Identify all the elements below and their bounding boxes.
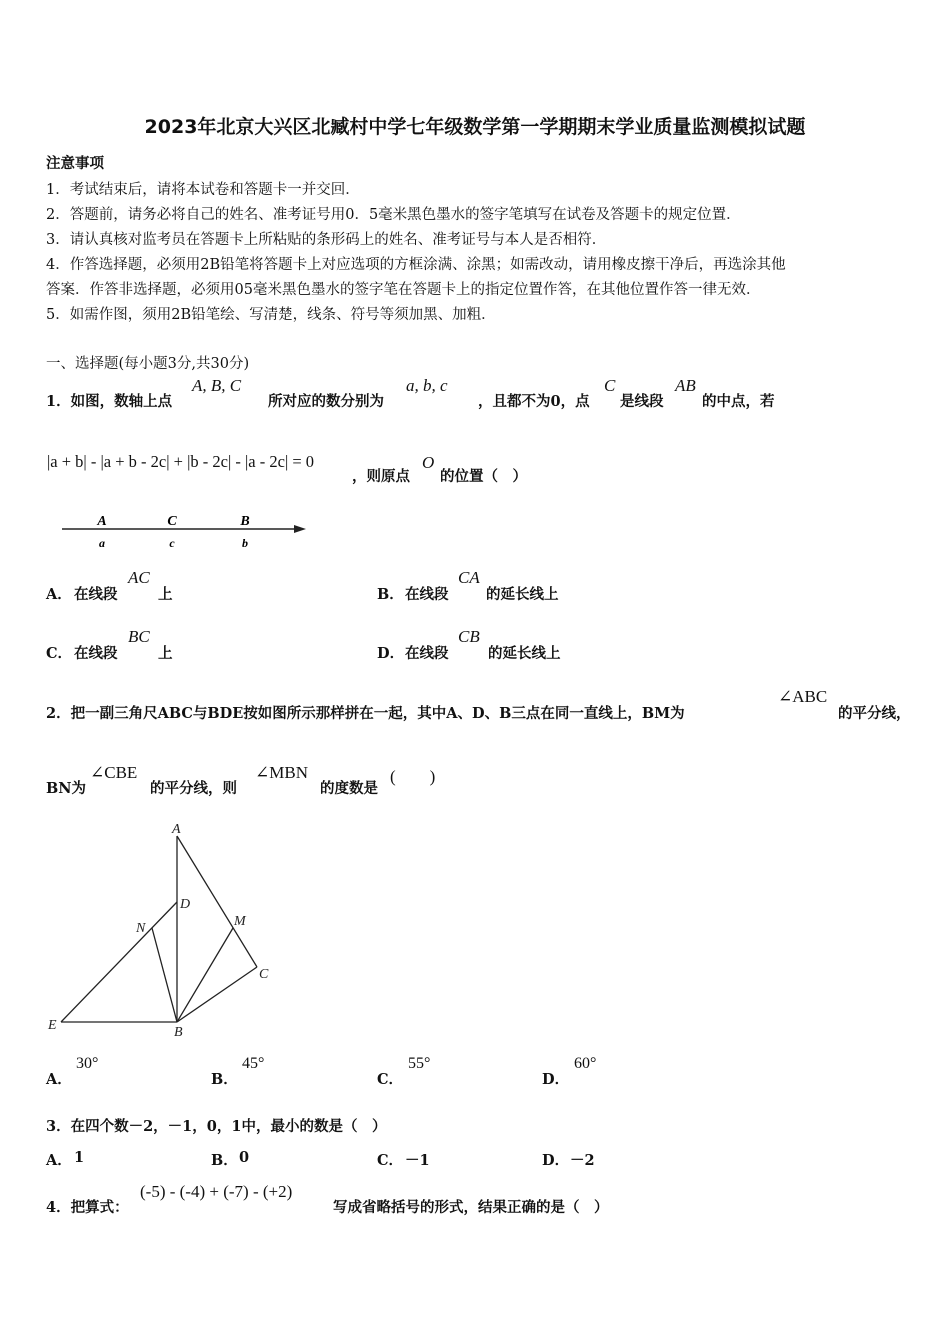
q2-option-a-letter[interactable]: A．: [46, 1071, 72, 1088]
q2-paren: ( ): [390, 767, 436, 786]
notice-item: 1．考试结束后，请将本试卷和答题卡一并交回．: [46, 182, 360, 198]
segment-mb: [177, 928, 233, 1022]
segment-ed: [61, 902, 177, 1022]
q2-line1-tail: 的平分线，: [838, 705, 911, 722]
q4-prefix: 4．把算式：: [46, 1199, 129, 1216]
vertex-label-a: A: [172, 822, 181, 837]
q4-tail: 写成省略括号的形式，结果正确的是（ ）: [333, 1199, 609, 1216]
q3-option-b-letter[interactable]: B．: [211, 1152, 238, 1169]
section-heading: 一、选择题(每小题3分,共30分): [46, 356, 250, 372]
q1-tail1: ，则原点: [352, 468, 410, 485]
q2-option-a-value: 30°: [76, 1055, 99, 1072]
q3-stem: 3．在四个数－2，－1，0，1中，最小的数是（ ）: [46, 1118, 387, 1135]
notice-heading: 注意事项: [46, 155, 104, 172]
axis-label-b-point: B: [240, 514, 250, 529]
q1-option-c-letter[interactable]: C．: [46, 645, 73, 662]
q1-option-b-post: 的延长线上: [486, 586, 559, 603]
triangle-figure: [40, 815, 280, 1045]
q3-option-c-value: －1: [405, 1152, 430, 1169]
notice-item: 2．答题前，请务必将自己的姓名、准考证号用0．5毫米黑色墨水的签字笔填写在试卷及答题卡的规定位置．: [46, 207, 741, 223]
q1-option-d-seg: CB: [458, 627, 480, 646]
q3-option-a-letter[interactable]: A．: [46, 1152, 72, 1169]
q3-option-a-value: 1: [74, 1149, 85, 1166]
axis-value-c: c: [169, 536, 175, 550]
q2-option-c-letter[interactable]: C．: [377, 1071, 404, 1088]
number-line-arrow: [294, 525, 306, 533]
q2-angle-mbn: ∠MBN: [255, 763, 308, 782]
q1-option-d-pre: 在线段: [405, 645, 449, 662]
q3-option-d-letter[interactable]: D．: [542, 1152, 570, 1169]
q1-option-c-seg: BC: [128, 627, 150, 646]
q1-option-b-letter[interactable]: B．: [377, 586, 404, 603]
q1-mid1: 所对应的数分别为: [268, 393, 384, 410]
number-line-figure: [58, 508, 312, 554]
vertex-label-n: N: [136, 921, 146, 936]
q1-mid4: 的中点，若: [702, 393, 775, 410]
vertex-label-e: E: [48, 1018, 57, 1033]
segment-cb: [177, 967, 257, 1022]
q1-mid3: 是线段: [620, 393, 664, 410]
vertex-label-b: B: [174, 1025, 183, 1040]
q1-points: A, B, C: [192, 376, 242, 395]
q1-seg-ab: AB: [675, 376, 696, 395]
q1-tail2: 的位置（ ）: [440, 468, 527, 485]
q1-option-b-seg: CA: [458, 568, 480, 587]
q1-equation: |a + b| - |a + b - 2c| + |b - 2c| - |a - 2c| = 0: [47, 452, 315, 471]
q2-line1: 2．把一副三角尺ABC与BDE按如图所示那样拼在一起，其中A、D、B三点在同一直线上，BM为: [46, 705, 685, 722]
notice-item: 5．如需作图，须用2B铅笔绘、写清楚，线条、符号等须加黑、加粗．: [46, 307, 496, 323]
q1-mid2: ，且都不为0，点: [478, 393, 590, 410]
q1-option-a-letter[interactable]: A．: [46, 586, 72, 603]
q1-prefix: 1．如图，数轴上点: [46, 393, 173, 410]
q2-line2-mid: 的平分线，则: [150, 780, 237, 797]
q3-option-d-value: －2: [570, 1152, 595, 1169]
vertex-label-m: M: [234, 914, 246, 929]
axis-value-a: a: [99, 536, 105, 550]
vertex-label-d: D: [180, 897, 191, 912]
q3-option-b-value: 0: [239, 1149, 250, 1166]
q2-option-b-value: 45°: [242, 1055, 265, 1072]
q1-option-a-post: 上: [158, 586, 173, 603]
q2-angle-cbe: ∠CBE: [90, 763, 138, 782]
q2-line2-tail: 的度数是: [320, 780, 378, 797]
q1-point-c: C: [604, 376, 616, 395]
axis-value-b: b: [242, 536, 248, 550]
q1-option-c-pre: 在线段: [74, 645, 118, 662]
notice-item: 4．作答选择题，必须用2B铅笔将答题卡上对应选项的方框涂满、涂黑；如需改动，请用橡皮擦干净后，再选涂其他: [46, 257, 786, 273]
axis-label-a-point: A: [97, 514, 107, 529]
notice-item: 答案．作答非选择题，必须用05毫米黑色墨水的签字笔在答题卡上的指定位置作答，在其他位置作答一律无效．: [46, 282, 761, 298]
q2-option-d-letter[interactable]: D．: [542, 1071, 570, 1088]
q2-angle-abc: ∠ABC: [778, 687, 828, 706]
q4-expression: (-5) - (-4) + (-7) - (+2): [140, 1182, 293, 1201]
vertex-label-c: C: [259, 967, 269, 982]
q2-option-d-value: 60°: [574, 1055, 597, 1072]
q2-option-c-value: 55°: [408, 1055, 431, 1072]
q1-option-a-seg: AC: [128, 568, 150, 587]
q1-values: a, b, c: [406, 376, 448, 395]
q2-option-b-letter[interactable]: B．: [211, 1071, 238, 1088]
segment-nb: [152, 928, 177, 1022]
q1-option-b-pre: 在线段: [405, 586, 449, 603]
q1-option-d-post: 的延长线上: [488, 645, 561, 662]
q1-option-a-pre: 在线段: [74, 586, 118, 603]
q1-option-c-post: 上: [158, 645, 173, 662]
q3-option-c-letter[interactable]: C．: [377, 1152, 404, 1169]
axis-label-c-point: C: [167, 514, 177, 529]
q1-option-d-letter[interactable]: D．: [377, 645, 405, 662]
page-title: 2023年北京大兴区北臧村中学七年级数学第一学期期末学业质量监测模拟试题: [144, 116, 806, 138]
q2-line2-pre: BN为: [46, 780, 87, 797]
notice-item: 3．请认真核对监考员在答题卡上所粘贴的条形码上的姓名、准考证号与本人是否相符．: [46, 232, 607, 248]
q1-origin: O: [422, 453, 435, 472]
